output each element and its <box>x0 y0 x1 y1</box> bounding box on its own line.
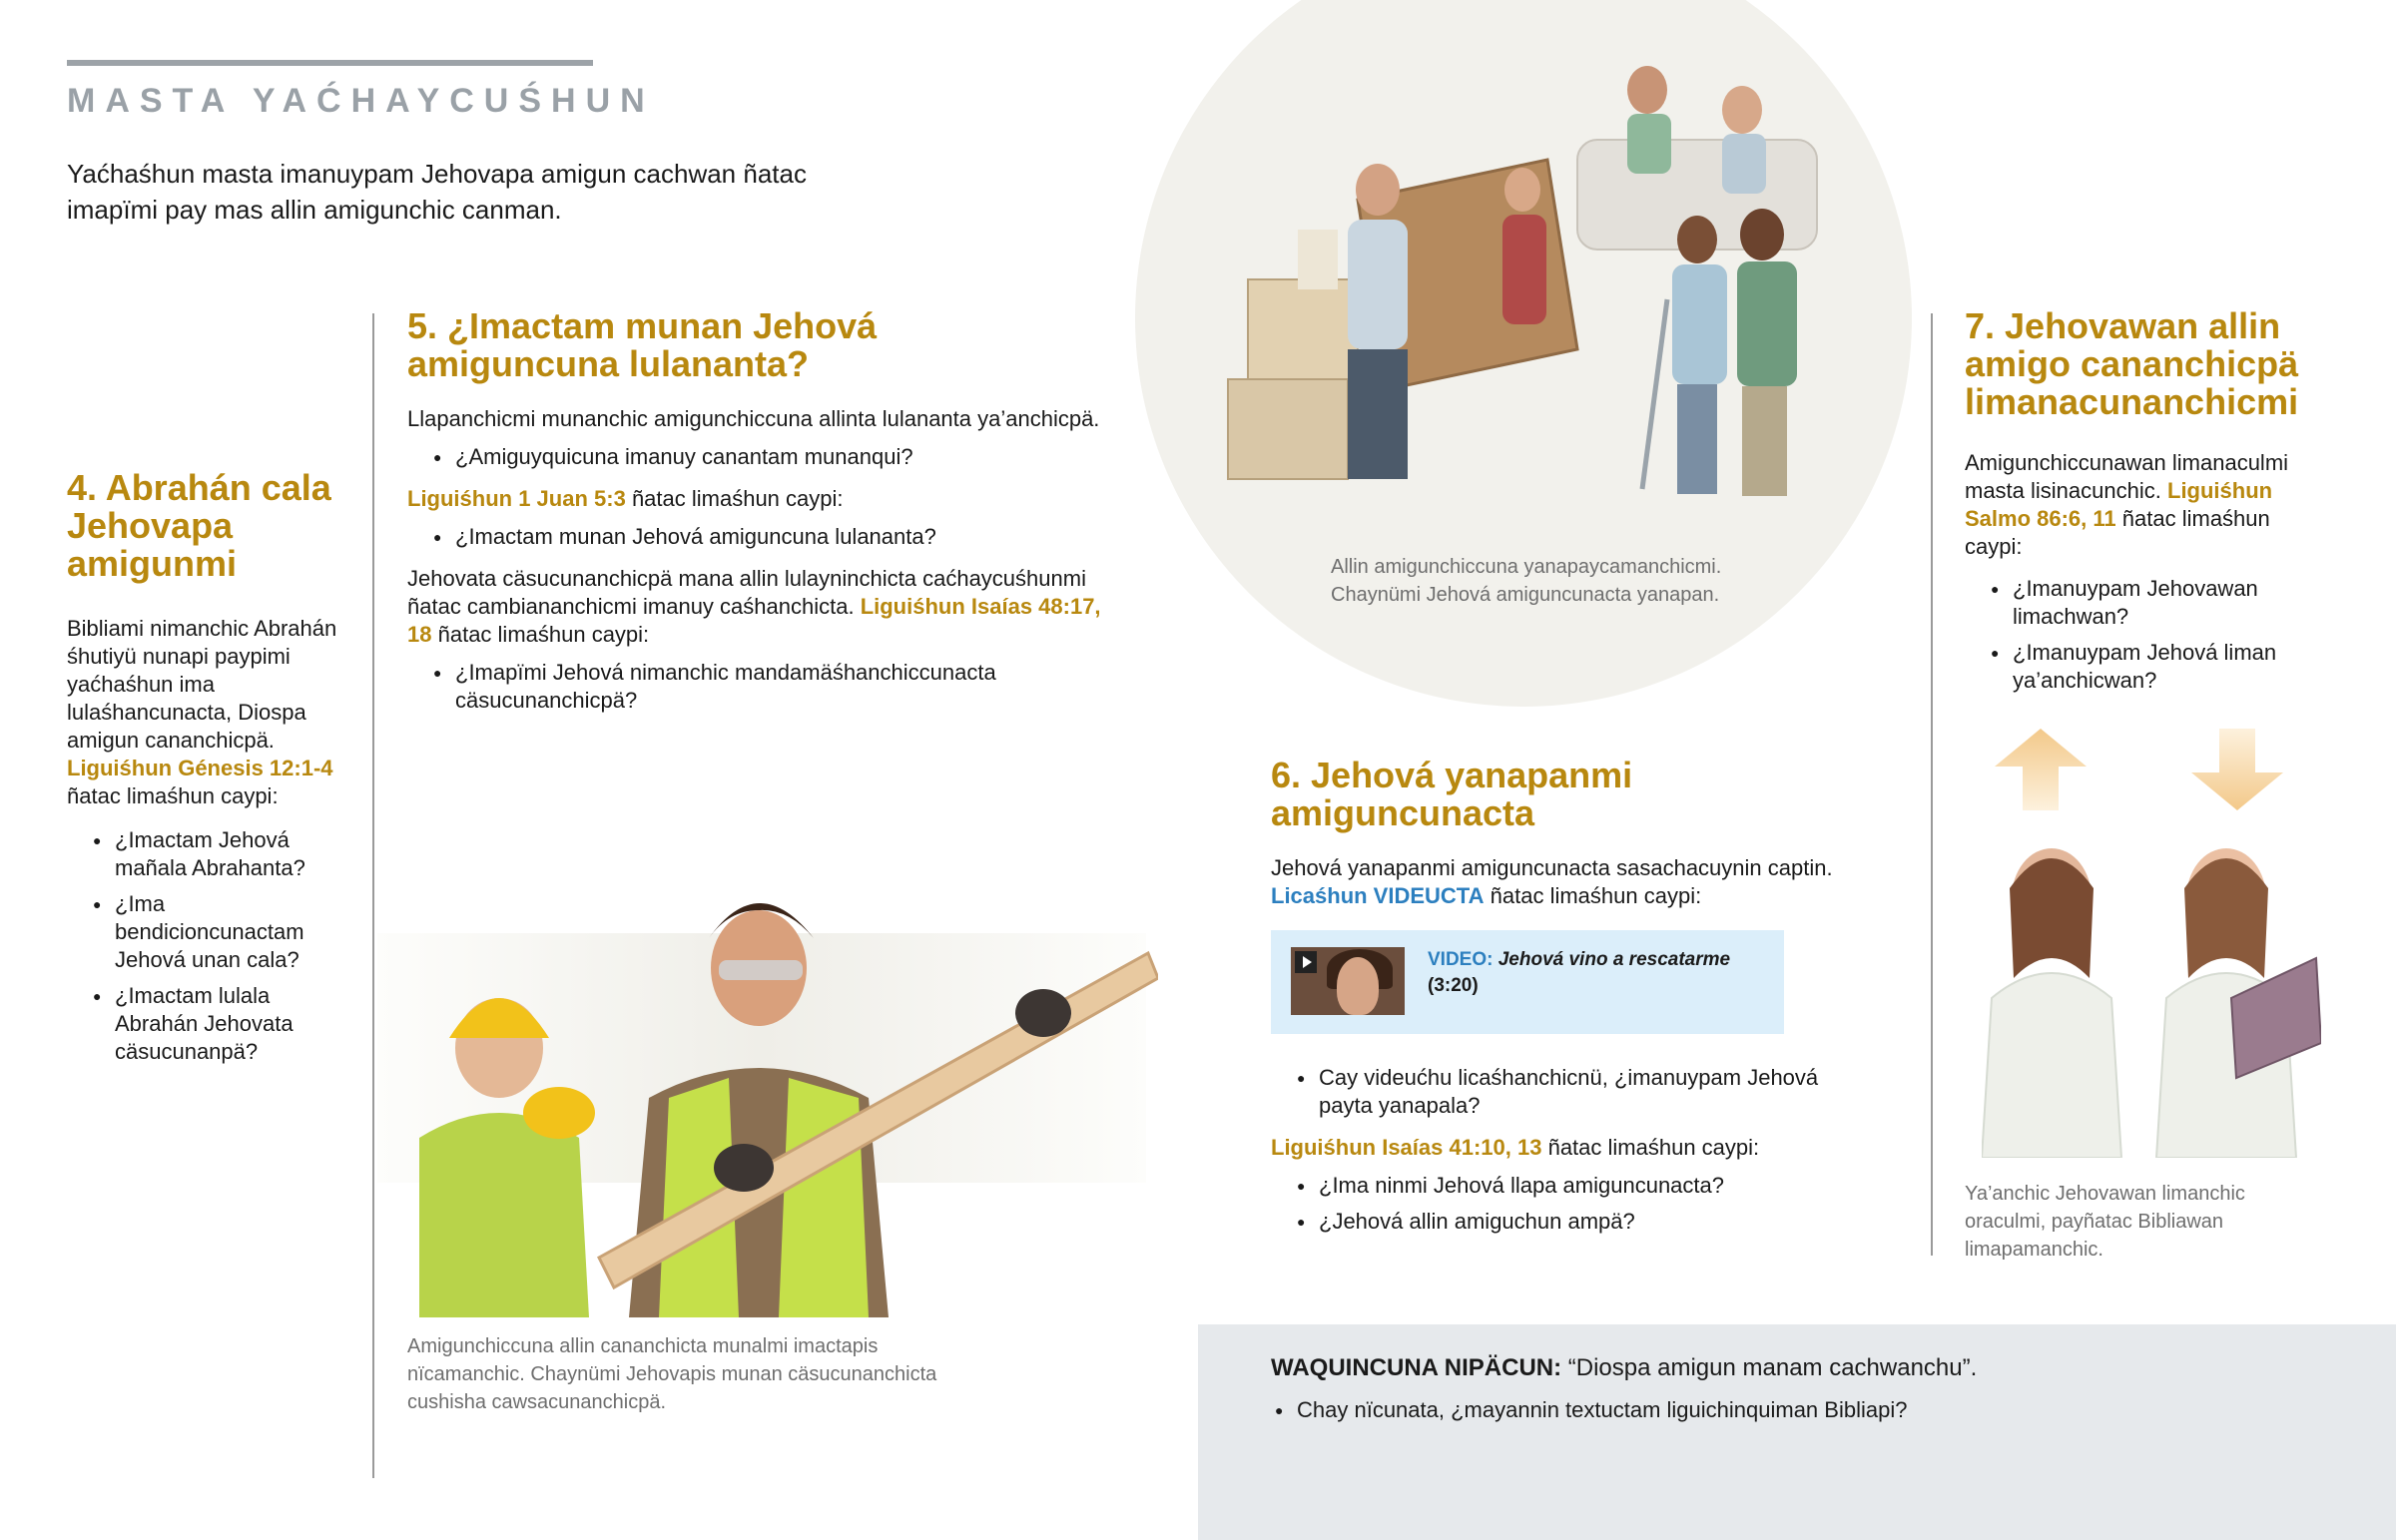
scripture-link-salmo[interactable]: Liguiśhun Salmo 86:6, 11 <box>1965 478 2273 531</box>
section-5-caption: Amigunchiccuna allin cananchicta munalmi imactapis nïcamanchic. Chaynümi Jehovapis munan cäsucunanchicta cushisha cawsacunanchicpä. <box>407 1335 937 1413</box>
friend-shirt <box>1722 134 1766 194</box>
section-7-questions <box>1965 575 2316 695</box>
safety-glasses <box>719 960 803 980</box>
list-item: ● ¿Ima ninmi Jehová llapa amiguncunacta? <box>1271 1172 1890 1200</box>
glove-right <box>1015 989 1071 1037</box>
friend-pants <box>1742 386 1787 496</box>
section-7-body: Amigunchiccunawan limanaculmi masta lisinacunchic. Liguiśhun Salmo 86:6, 11 ñatac limaśhun caypi: <box>1965 450 2289 559</box>
arrow-up-icon <box>1995 729 2087 810</box>
friend-head <box>1722 86 1762 134</box>
friend-shirt <box>1737 261 1797 386</box>
carrier-shirt <box>1348 220 1408 349</box>
list-item: ● ¿Amiguyquicuna imanuy canantam munanqui? <box>407 443 1146 471</box>
list-item: ● ¿Jehová allin amiguchun ampä? <box>1271 1208 1890 1236</box>
video-info <box>1428 947 1730 999</box>
section-7-heading: 7. Jehovawan allin amigo cananchicpä limanacunanchicmi <box>1965 305 2299 422</box>
section-6-heading: 6. Jehová yanapanmi amiguncunacta <box>1271 755 1633 833</box>
reading-woman-hair <box>2184 858 2268 978</box>
list-item: ● ¿Imactam munan Jehová amiguncuna lulananta? <box>407 523 1146 551</box>
friend-shirt <box>1627 114 1671 174</box>
header-rule <box>67 60 593 66</box>
column-divider <box>372 313 374 1478</box>
video-title[interactable]: Jehová vino a rescatarme <box>1498 949 1731 970</box>
objection-panel <box>1198 1324 2396 1540</box>
list-item: ● Chay nïcunata, ¿mayannin textuctam liguichinquiman Bibliapi? <box>1249 1396 2349 1424</box>
friend-head <box>1677 216 1717 263</box>
video-label: VIDEO: <box>1428 949 1494 970</box>
carrier-pants <box>1348 349 1408 479</box>
friend-head <box>1627 66 1667 114</box>
section-brand-title: MASTA YAĆHAYCUŚHUN <box>67 82 655 120</box>
circle-caption: Allin amigunchiccuna yanapaycamanchicmi. Chaynümi Jehová amiguncunacta yanapan. <box>1331 556 1722 606</box>
list-item: ● ¿Imanuypam Jehovawan limachwan? <box>1965 575 2316 631</box>
friend-shirt <box>1672 264 1727 384</box>
section-4-heading: 4. Abrahán cala Jehovapa amigunmi <box>67 467 331 584</box>
glove-left <box>714 1144 774 1192</box>
list-item: ● Cay videućhu licaśhanchicnü, ¿imanuypam Jehová payta yanapala? <box>1271 1064 1870 1120</box>
section-6-q1 <box>1271 1064 1870 1120</box>
praying-woman-top <box>1982 973 2121 1158</box>
section-5-q1 <box>407 443 1146 471</box>
section-5-intro: Llapanchicmi munanchic amigunchiccuna allinta lulananta ya’anchicpä. <box>407 406 1100 431</box>
video-link[interactable]: Licaśhun VIDEUCTA <box>1271 883 1485 908</box>
section-4 <box>67 469 348 1074</box>
arrow-down-icon <box>2191 729 2283 810</box>
list-item: ● ¿Imanuypam Jehová liman ya’anchicwan? <box>1965 639 2316 695</box>
video-card[interactable] <box>1271 930 1784 1034</box>
objection-question <box>1249 1396 2349 1424</box>
scripture-link-genesis[interactable]: Liguiśhun Génesis 12:1-4 <box>67 756 333 780</box>
section-6 <box>1271 757 1890 1244</box>
friend-pants <box>1677 384 1717 494</box>
section-6-intro: Jehová yanapanmi amiguncunacta sasachacuynin captin. Licaśhun VIDEUCTA ñatac limaśhun caypi: <box>1271 855 1833 908</box>
hard-hat-icon <box>449 998 549 1038</box>
intro-text: Yaćhaśhun masta imanuypam Jehovapa amigun cachwan ñatac imapïmi pay mas allin amigunchic canman. <box>67 159 807 225</box>
objection-quote: WAQUINCUNA NIPÄCUN: “Diospa amigun manam cachwanchu”. <box>1271 1354 1978 1381</box>
video-duration: (3:20) <box>1428 975 1479 996</box>
section-5-paragraph: Jehovata cäsucunanchicpä mana allin lulayninchicta caćhaycuśhunmi ñatac cambiananchicmi imanuy caśhanchicta. Liguiśhun Isaías 48:17, 18 ñatac limaśhun caypi: <box>407 566 1101 647</box>
section-5-q2 <box>407 523 1146 551</box>
list-item: ● ¿Imactam Jehová mañala Abrahanta? <box>67 826 348 882</box>
section-5-heading: 5. ¿Imactam munan Jehová amiguncuna lulananta? <box>407 305 878 384</box>
section-5 <box>407 307 1146 723</box>
list-item: ● ¿Ima bendicioncunactam Jehová unan cala? <box>67 890 348 974</box>
moving-box <box>1248 279 1358 379</box>
praying-woman-hair <box>2010 858 2094 978</box>
section-5-ref1: Liguiśhun 1 Juan 5:3 ñatac limaśhun caypi: <box>407 486 844 511</box>
objection-label: WAQUINCUNA NIPÄCUN: <box>1271 1354 1562 1381</box>
play-icon[interactable] <box>1295 951 1317 973</box>
section-4-questions <box>67 826 348 1066</box>
carrier-shirt <box>1502 215 1546 324</box>
friends-illustration <box>1218 50 1857 519</box>
young-worker-vest-right <box>779 1078 869 1317</box>
section-4-body: Bibliami nimanchic Abrahán śhutiyü nunapi paypimi yaćhaśhun ima lulaśhancunacta, Diospa amigun cananchicpä. Liguiśhun Génesis 12:1-4 ñatac limaśhun caypi: <box>67 616 337 808</box>
workers-illustration <box>419 838 1158 1317</box>
section-7-caption: Ya’anchic Jehovawan limanchic oraculmi, payñatac Bibliawan limapamanchic. <box>1965 1183 2245 1261</box>
friend-head <box>1740 209 1784 260</box>
held-hard-hat <box>523 1087 595 1139</box>
list-item: ● ¿Imapïmi Jehová nimanchic mandamäśhanchiccunacta cäsucunanchicpä? <box>407 659 1146 715</box>
list-item: ● ¿Imactam lulala Abrahán Jehovata cäsucunanpä? <box>67 982 348 1066</box>
carrier-head <box>1504 168 1540 212</box>
scripture-link-isaias-48[interactable]: Liguiśhun Isaías 48:17, 18 <box>407 594 1101 647</box>
crutch-icon <box>1642 299 1667 489</box>
older-worker-vest <box>419 1113 589 1317</box>
section-7 <box>1965 307 2316 703</box>
moving-box <box>1228 379 1348 479</box>
section-5-q3 <box>407 659 1146 715</box>
section-6-questions <box>1271 1172 1890 1236</box>
scripture-link-isaias-41[interactable]: Liguiśhun Isaías 41:10, 13 <box>1271 1135 1542 1160</box>
column-divider <box>1931 313 1933 1256</box>
video-thumbnail[interactable] <box>1291 947 1405 1015</box>
prayer-reading-illustration <box>1982 828 2321 1158</box>
scripture-link-1-juan[interactable]: Liguiśhun 1 Juan 5:3 <box>407 486 626 511</box>
carrier-head <box>1356 164 1400 216</box>
lamp-icon <box>1298 230 1338 289</box>
section-6-ref: Liguiśhun Isaías 41:10, 13 ñatac limaśhun caypi: <box>1271 1135 1760 1160</box>
